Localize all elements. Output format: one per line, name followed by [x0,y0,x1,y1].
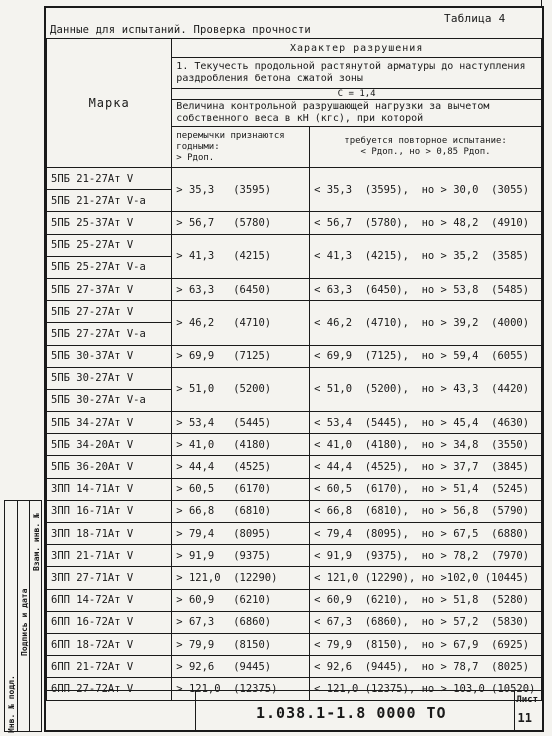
accepted-load-cell: > 69,9 (7125) [172,345,310,367]
retest-load-cell: < 53,4 (5445), но > 45,4 (4630) [310,412,542,434]
accepted-load-cell: > 66,8 (6810) [172,500,310,522]
table-row [47,611,542,633]
title-block [46,690,542,731]
retest-load-cell: < 121,0 (12290), но >102,0 (10445) [310,567,542,589]
accepted-load-cell: > 121,0 (12375) [172,678,310,700]
accepted-load-cell: > 91,9 (9375) [172,545,310,567]
accepted-load-cell: > 41,3 (4215) [172,234,310,278]
mark-cell: 5ПБ 36-20Ат V [47,456,172,478]
subheader-retest-value: < Рдоп., но > 0,85 Рдоп. [360,147,491,157]
stamp-replacement-inv: Взам. инв. № [32,513,41,571]
accepted-load-cell: > 56,7 (5780) [172,212,310,234]
mark-cell: 5ПБ 30-27Ат V-а [47,389,172,411]
table-row [47,567,542,589]
table-row [47,545,542,567]
retest-load-cell: < 67,3 (6860), но > 57,2 (5830) [310,611,542,633]
subheader-retest-label: требуется повторное испытание: [344,136,507,146]
table-row [47,500,542,522]
accepted-load-cell: > 79,4 (8095) [172,523,310,545]
side-stamp [4,500,42,732]
mark-cell: 6ПП 27-72Ат V [47,678,172,700]
table-row [47,278,542,300]
table-row [47,412,542,434]
mark-cell: 5ПБ 25-27Ат V [47,234,172,256]
accepted-load-cell: > 35,3 (3595) [172,168,310,212]
retest-load-cell: < 66,8 (6810), но > 56,8 (5790) [310,500,542,522]
mark-cell: 5ПБ 27-37Ат V [47,278,172,300]
retest-load-cell: < 60,9 (6210), но > 51,8 (5280) [310,589,542,611]
retest-load-cell: < 91,9 (9375), но > 78,2 (7970) [310,545,542,567]
mark-cell: 5ПБ 21-27Ат V [47,168,172,190]
retest-load-cell: < 56,7 (5780), но > 48,2 (4910) [310,212,542,234]
retest-load-cell: < 41,3 (4215), но > 35,2 (3585) [310,234,542,278]
accepted-load-cell: > 60,9 (6210) [172,589,310,611]
stamp-signature-date: Подпись и дата [20,588,29,656]
retest-load-cell: < 79,4 (8095), но > 67,5 (6880) [310,523,542,545]
table-row [47,367,542,389]
mark-cell: 3ПП 14-71Ат V [47,478,172,500]
mark-cell: 5ПБ 27-27Ат V [47,301,172,323]
mark-cell: 3ПП 18-71Ат V [47,523,172,545]
retest-load-cell: < 92,6 (9445), но > 78,7 (8025) [310,656,542,678]
accepted-load-cell: > 41,0 (4180) [172,434,310,456]
table-number: Таблица 4 [444,12,506,25]
document-code: 1.038.1-1.8 0000 ТО [256,704,447,722]
sheet-number: 11 [517,711,532,725]
accepted-load-cell: > 60,5 (6170) [172,478,310,500]
table-row [47,523,542,545]
table-row [47,301,542,323]
retest-load-cell: < 41,0 (4180), но > 34,8 (3550) [310,434,542,456]
column-mark-header: Марка [47,39,172,168]
sheet-label: Лист [516,695,538,705]
mark-cell: 5ПБ 30-27Ат V [47,367,172,389]
accepted-load-cell: > 44,4 (4525) [172,456,310,478]
accepted-load-cell: > 51,0 (5200) [172,367,310,411]
table-row [47,656,542,678]
accepted-load-cell: > 92,6 (9445) [172,656,310,678]
mark-cell: 3ПП 16-71Ат V [47,500,172,522]
strength-table [46,38,542,701]
accepted-load-cell: > 121,0 (12290) [172,567,310,589]
mark-cell: 5ПБ 21-27Ат V-а [47,190,172,212]
subheader-accepted-value: > Рдоп. [176,152,215,163]
retest-load-cell: < 79,9 (8150), но > 67,9 (6925) [310,633,542,655]
load-description: Величина контрольной разрушающей нагрузки за вычетом собственного веса в кН (кгс), при которой [172,100,542,127]
mark-cell: 5ПБ 25-27Ат V-а [47,256,172,278]
mark-cell: 5ПБ 34-27Ат V [47,412,172,434]
coefficient-c: C = 1,4 [172,89,542,100]
subheader-retest [310,127,542,168]
retest-load-cell: < 46,2 (4710), но > 39,2 (4000) [310,301,542,345]
stamp-inv-original: Инв. № подл. [7,675,16,733]
table-row [47,633,542,655]
table-row [47,456,542,478]
table-row [47,234,542,256]
failure-criterion: 1. Текучесть продольной растянутой арматуры до наступления раздробления бетона сжатой зоны [172,58,542,89]
retest-load-cell: < 69,9 (7125), но > 59,4 (6055) [310,345,542,367]
table-row [47,434,542,456]
mark-cell: 5ПБ 30-37Ат V [47,345,172,367]
retest-load-cell: < 51,0 (5200), но > 43,3 (4420) [310,367,542,411]
table-row [47,478,542,500]
accepted-load-cell: > 53,4 (5445) [172,412,310,434]
mark-cell: 6ПП 16-72Ат V [47,611,172,633]
mark-cell: 5ПБ 34-20Ат V [47,434,172,456]
table-row [47,345,542,367]
table-row [47,212,542,234]
retest-load-cell: < 60,5 (6170), но > 51,4 (5245) [310,478,542,500]
retest-load-cell: < 121,0 (12375), но > 103,0 (10520) [310,678,542,700]
corner-mark [541,0,552,8]
column-group-header: Характер разрушения [172,39,542,58]
mark-cell: 6ПП 14-72Ат V [47,589,172,611]
subheader-accepted [172,127,310,168]
accepted-load-cell: > 63,3 (6450) [172,278,310,300]
accepted-load-cell: > 67,3 (6860) [172,611,310,633]
table-row [47,589,542,611]
accepted-load-cell: > 79,9 (8150) [172,633,310,655]
mark-cell: 6ПП 21-72Ат V [47,656,172,678]
mark-cell: 3ПП 21-71Ат V [47,545,172,567]
table-row [47,168,542,190]
mark-cell: 5ПБ 27-27Ат V-а [47,323,172,345]
document-caption: Данные для испытаний. Проверка прочности [50,24,311,36]
retest-load-cell: < 35,3 (3595), но > 30,0 (3055) [310,168,542,212]
mark-cell: 5ПБ 25-37Ат V [47,212,172,234]
mark-cell: 6ПП 18-72Ат V [47,633,172,655]
retest-load-cell: < 63,3 (6450), но > 53,8 (5485) [310,278,542,300]
table-body [47,168,542,701]
retest-load-cell: < 44,4 (4525), но > 37,7 (3845) [310,456,542,478]
mark-cell: 3ПП 27-71Ат V [47,567,172,589]
accepted-load-cell: > 46,2 (4710) [172,301,310,345]
subheader-accepted-label: перемычки признаются годными: [176,130,285,152]
